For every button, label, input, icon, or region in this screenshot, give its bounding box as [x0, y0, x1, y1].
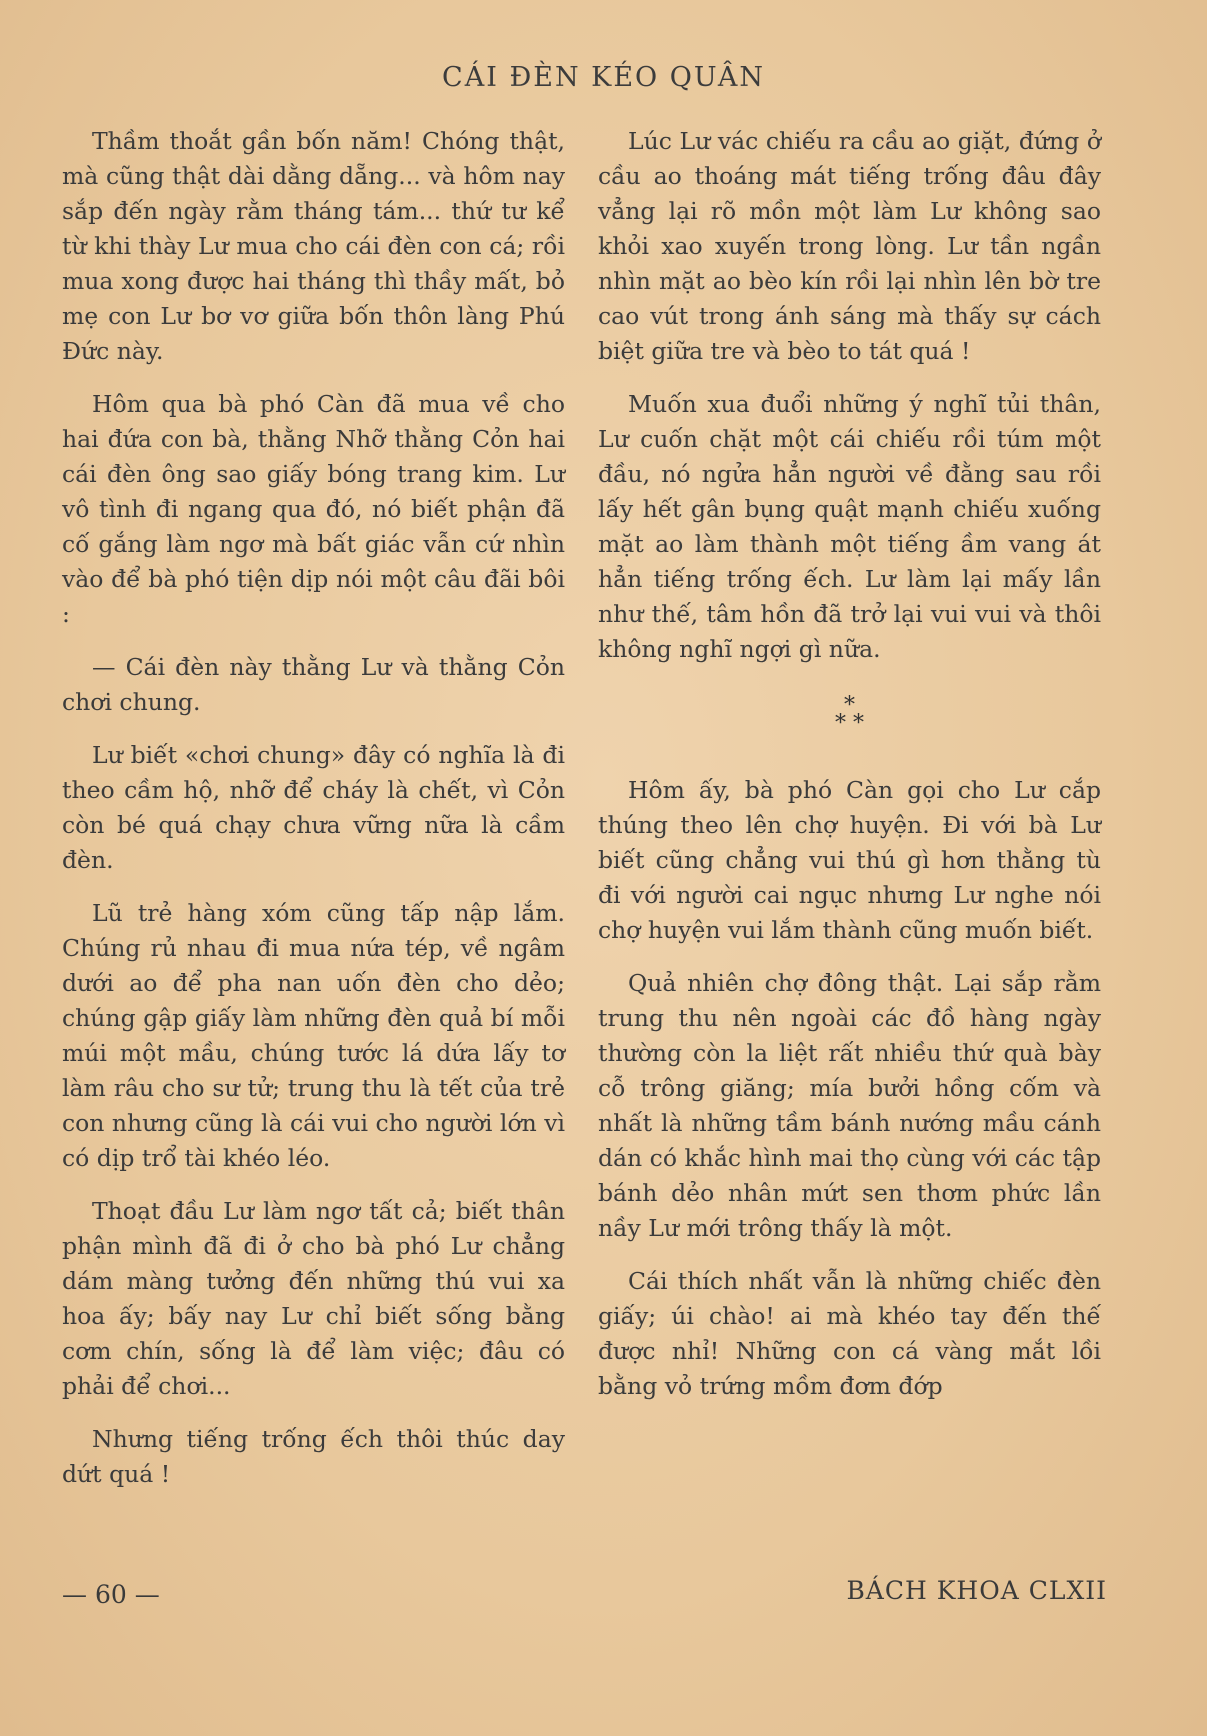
- paragraph-dialogue: — Cái đèn này thằng Lư và thằng Cỏn chơi chung.: [62, 653, 565, 716]
- paragraph: Thoạt đầu Lư làm ngơ tất cả; biết thân phận mình đã đi ở cho bà phó Lư chẳng dám màng tưởng đến những thú vui xa hoa ấy; bấy nay Lư chỉ biết sống bằng cơm chín, sống là để làm việc; đâu có phải để chơi...: [62, 1197, 565, 1400]
- right-column: [598, 124, 1101, 1422]
- paragraph: Lũ trẻ hàng xóm cũng tấp nập lắm. Chúng rủ nhau đi mua nứa tép, về ngâm dưới ao để pha nan uốn đèn cho dẻo; chúng gập giấy làm những đèn quả bí mỗi múi một mầu, chúng tước lá dứa lấy tơ làm râu cho sư tử; trung thu là tết của trẻ con nhưng cũng là cái vui cho người lớn vì có dịp trổ tài khéo léo.: [62, 899, 565, 1172]
- paragraph: Hôm ấy, bà phó Càn gọi cho Lư cắp thúng theo lên chợ huyện. Đi với bà Lư biết cũng chẳng vui thú gì hơn thằng tù đi với người cai ngục nhưng Lư nghe nói chợ huyện vui lắm thành cũng muốn biết.: [598, 776, 1101, 944]
- separator-star-bottom: * *: [835, 711, 864, 736]
- section-separator: [598, 693, 1101, 736]
- paragraph: Hôm qua bà phó Càn đã mua về cho hai đứa con bà, thằng Nhỡ thằng Cỏn hai cái đèn ông sao giấy bóng trang kim. Lư vô tình đi ngang qua đó, nó biết phận đã cố gắng làm ngơ mà bất giác vẫn cứ nhìn vào để bà phó tiện dịp nói một câu đãi bôi :: [62, 390, 565, 628]
- separator-star-top: *: [844, 693, 855, 718]
- paragraph: Muốn xua đuổi những ý nghĩ tủi thân, Lư cuốn chặt một cái chiếu rồi túm một đầu, nó ngửa hẳn người về đằng sau rồi lấy hết gân bụng quật mạnh chiếu xuống mặt ao làm thành một tiếng ầm vang át hẳn tiếng trống ếch. Lư làm lại mấy lần như thế, tâm hồn đã trở lại vui vui và thôi không nghĩ ngợi gì nữa.: [598, 390, 1101, 663]
- paragraph: Quả nhiên chợ đông thật. Lại sắp rằm trung thu nên ngoài các đồ hàng ngày thường còn la liệt rất nhiều thứ quà bày cỗ trông giăng; mía bưởi hồng cốm và nhất là những tầm bánh nướng mầu cánh dán có khắc hình mai thọ cùng với các tập bánh dẻo nhân mứt sen thơm phức lần nầy Lư mới trông thấy là một.: [598, 969, 1101, 1242]
- page-number: — 60 —: [62, 1580, 160, 1609]
- paragraph: Thầm thoắt gần bốn năm! Chóng thật, mà cũng thật dài dằng dẵng... và hôm nay sắp đến ngày rằm tháng tám... thứ tư kể từ khi thày Lư mua cho cái đèn con cá; rồi mua xong được hai tháng thì thầy mất, bỏ mẹ con Lư bơ vơ giữa bốn thôn làng Phú Đức này.: [62, 127, 565, 365]
- paragraph: Cái thích nhất vẫn là những chiếc đèn giấy; úi chào! ai mà khéo tay đến thế được nhỉ! Những con cá vàng mắt lồi bằng vỏ trứng mồm đơm đớp: [598, 1267, 1101, 1400]
- paragraph: Lư biết «chơi chung» đây có nghĩa là đi theo cầm hộ, nhỡ để cháy là chết, vì Cỏn còn bé quá chạy chưa vững nữa là cầm đèn.: [62, 741, 565, 874]
- paragraph: Nhưng tiếng trống ếch thôi thúc day dứt quá !: [62, 1425, 565, 1488]
- publication-name: BÁCH KHOA CLXII: [846, 1576, 1107, 1605]
- page-title: CÁI ĐÈN KÉO QUÂN: [442, 62, 765, 93]
- paragraph: Lúc Lư vác chiếu ra cầu ao giặt, đứng ở cầu ao thoáng mát tiếng trống đâu đây vẳng lại rõ mồn một làm Lư không sao khỏi xao xuyến trong lòng. Lư tần ngần nhìn mặt ao bèo kín rồi lại nhìn lên bờ tre cao vút trong ánh sáng mà thấy sự cách biệt giữa tre và bèo to tát quá !: [598, 127, 1101, 365]
- left-column: [62, 124, 565, 1510]
